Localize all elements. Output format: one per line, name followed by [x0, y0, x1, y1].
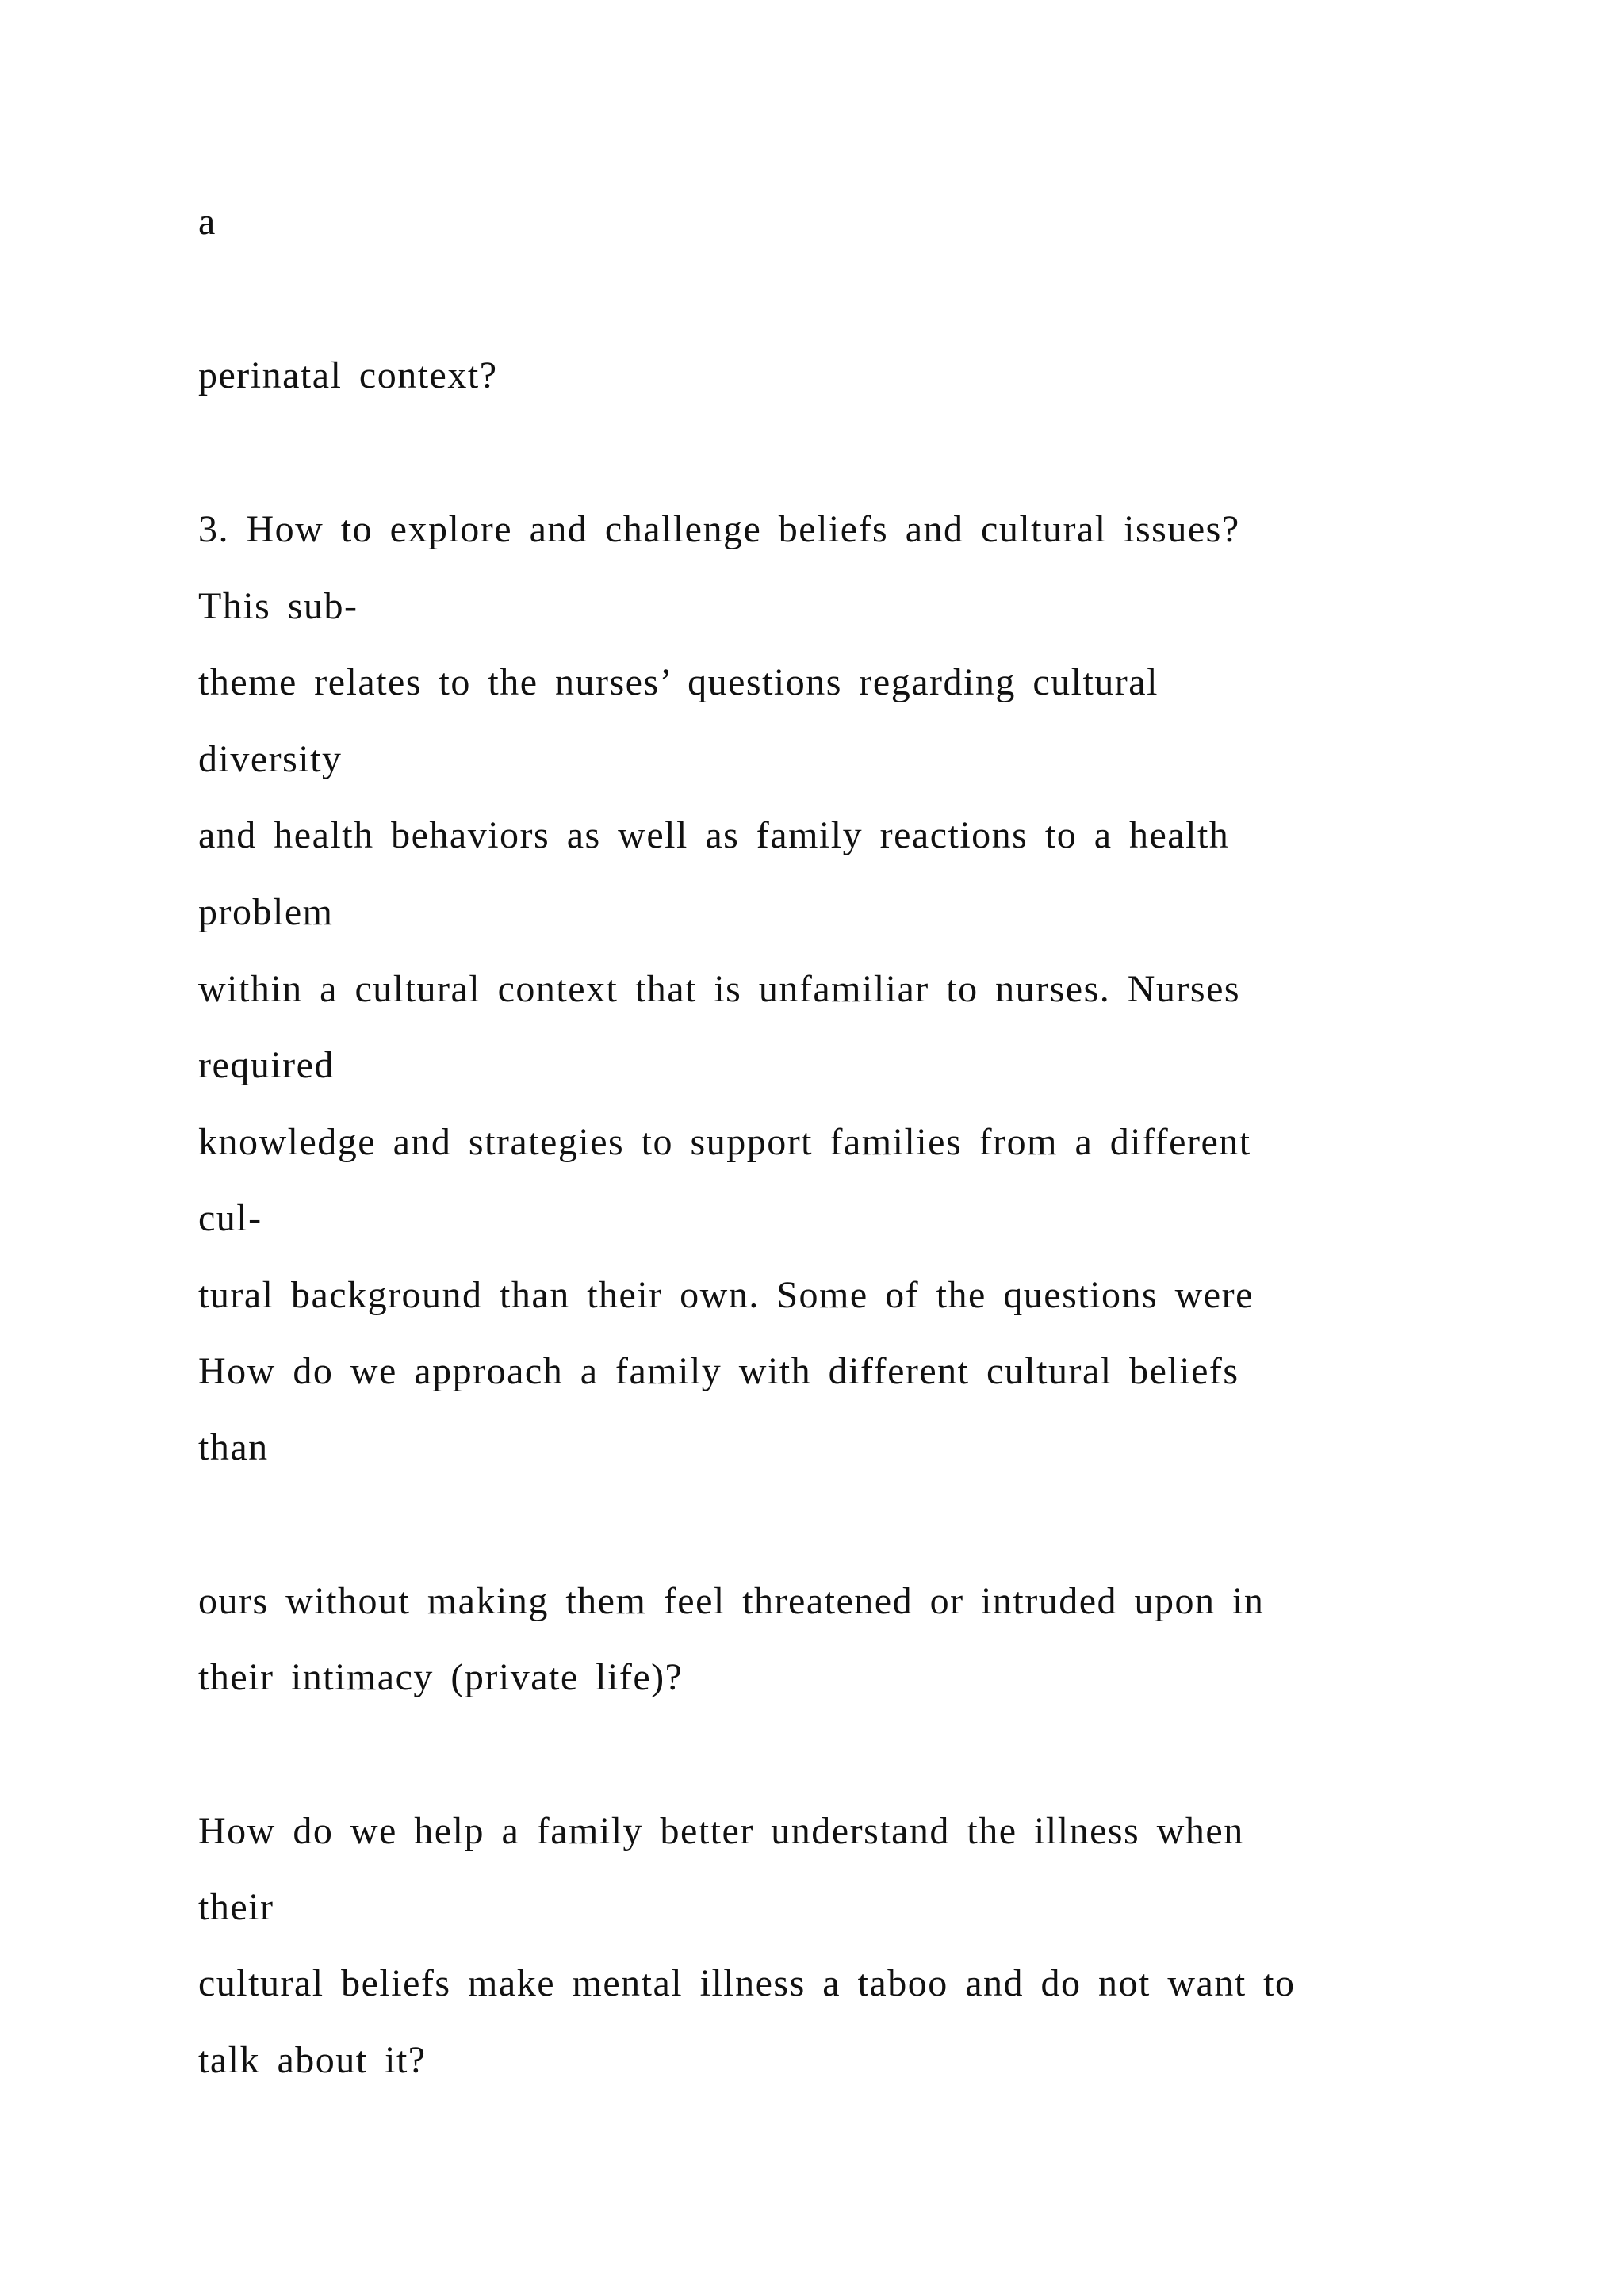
- text-line: their: [198, 1886, 274, 1928]
- text-line: 3. How to explore and challenge beliefs and cultural issues?: [198, 508, 1240, 550]
- text-line: knowledge and strategies to support families from a different: [198, 1121, 1251, 1163]
- text-line: tural background than their own. Some of the questions were: [198, 1274, 1254, 1316]
- text-line: talk about it?: [198, 2039, 427, 2081]
- text-line: ours without making them feel threatened or intruded upon in: [198, 1580, 1265, 1622]
- text-line: than: [198, 1426, 269, 1468]
- text-line: This sub-: [198, 585, 358, 627]
- text-line: problem: [198, 891, 334, 933]
- text-line: cultural beliefs make mental illness a taboo and do not want to: [198, 1962, 1296, 2004]
- text-line: cul-: [198, 1197, 262, 1239]
- text-line: their intimacy (private life)?: [198, 1656, 684, 1698]
- text-line: required: [198, 1044, 335, 1086]
- text-line: How do we help a family better understand the illness when: [198, 1810, 1244, 1852]
- text-line: How do we approach a family with different cultural beliefs: [198, 1350, 1239, 1392]
- text-line: theme relates to the nurses’ questions regarding cultural: [198, 661, 1159, 703]
- text-line: a: [198, 201, 216, 243]
- text-line: and health behaviors as well as family reactions to a health: [198, 814, 1230, 856]
- text-line: diversity: [198, 738, 343, 780]
- text-line: perinatal context?: [198, 354, 498, 396]
- text-line: within a cultural context that is unfamiliar to nurses. Nurses: [198, 968, 1241, 1010]
